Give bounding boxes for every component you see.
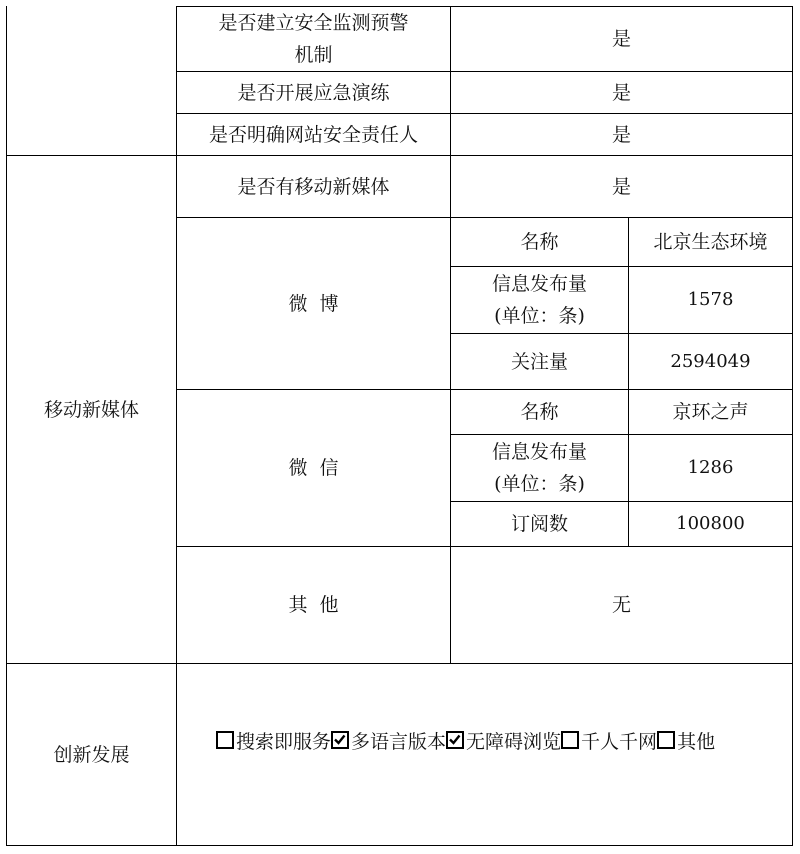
option-label: 搜索即服务 bbox=[236, 730, 332, 753]
weibo-label: 微 博 bbox=[288, 292, 339, 315]
drill-value: 是 bbox=[611, 81, 631, 104]
wechat-name-value: 京环之声 bbox=[672, 401, 749, 423]
option-label: 其他 bbox=[677, 730, 716, 753]
wechat-posts-value: 1286 bbox=[687, 457, 734, 478]
option-label: 多语言版本 bbox=[351, 730, 447, 753]
mobile-section-label: 移动新媒体 bbox=[43, 398, 139, 421]
rule-bottom bbox=[6, 845, 793, 846]
checkbox-personalized[interactable] bbox=[561, 731, 579, 749]
wechat-subscribers-label: 订阅数 bbox=[510, 513, 568, 535]
responsible-value: 是 bbox=[611, 123, 631, 146]
weibo-name-label: 名称 bbox=[520, 231, 559, 253]
checkbox-search-service[interactable] bbox=[216, 731, 234, 749]
responsible-label: 是否明确网站安全责任人 bbox=[208, 123, 418, 146]
weibo-name-value: 北京生态环境 bbox=[653, 231, 768, 253]
checkbox-multilingual[interactable] bbox=[331, 731, 349, 749]
drill-label: 是否开展应急演练 bbox=[237, 81, 390, 104]
other-value: 无 bbox=[611, 594, 631, 616]
checkbox-accessibility[interactable] bbox=[446, 731, 464, 749]
innovation-options bbox=[216, 724, 715, 756]
other-label: 其 他 bbox=[288, 594, 339, 616]
weibo-posts-label: 信息发布量 (单位：条) bbox=[491, 273, 587, 327]
checkbox-other[interactable] bbox=[657, 731, 675, 749]
wechat-name-label: 名称 bbox=[520, 401, 559, 423]
rule-right bbox=[792, 6, 793, 846]
has-mobile-label: 是否有移动新媒体 bbox=[237, 175, 390, 198]
weibo-followers-label: 关注量 bbox=[510, 350, 568, 373]
weibo-posts-value: 1578 bbox=[687, 289, 734, 310]
monitoring-value: 是 bbox=[611, 28, 631, 50]
option-label: 无障碍浏览 bbox=[466, 730, 562, 753]
innovation-section-label: 创新发展 bbox=[53, 743, 130, 766]
monitoring-label: 是否建立安全监测预警 机制 bbox=[218, 12, 409, 66]
wechat-label: 微 信 bbox=[288, 457, 339, 479]
option-label: 千人千网 bbox=[581, 730, 658, 753]
wechat-posts-label: 信息发布量 (单位：条) bbox=[491, 441, 587, 495]
wechat-subscribers-value: 100800 bbox=[676, 513, 745, 534]
weibo-followers-value: 2594049 bbox=[670, 350, 751, 372]
has-mobile-value: 是 bbox=[611, 175, 631, 198]
